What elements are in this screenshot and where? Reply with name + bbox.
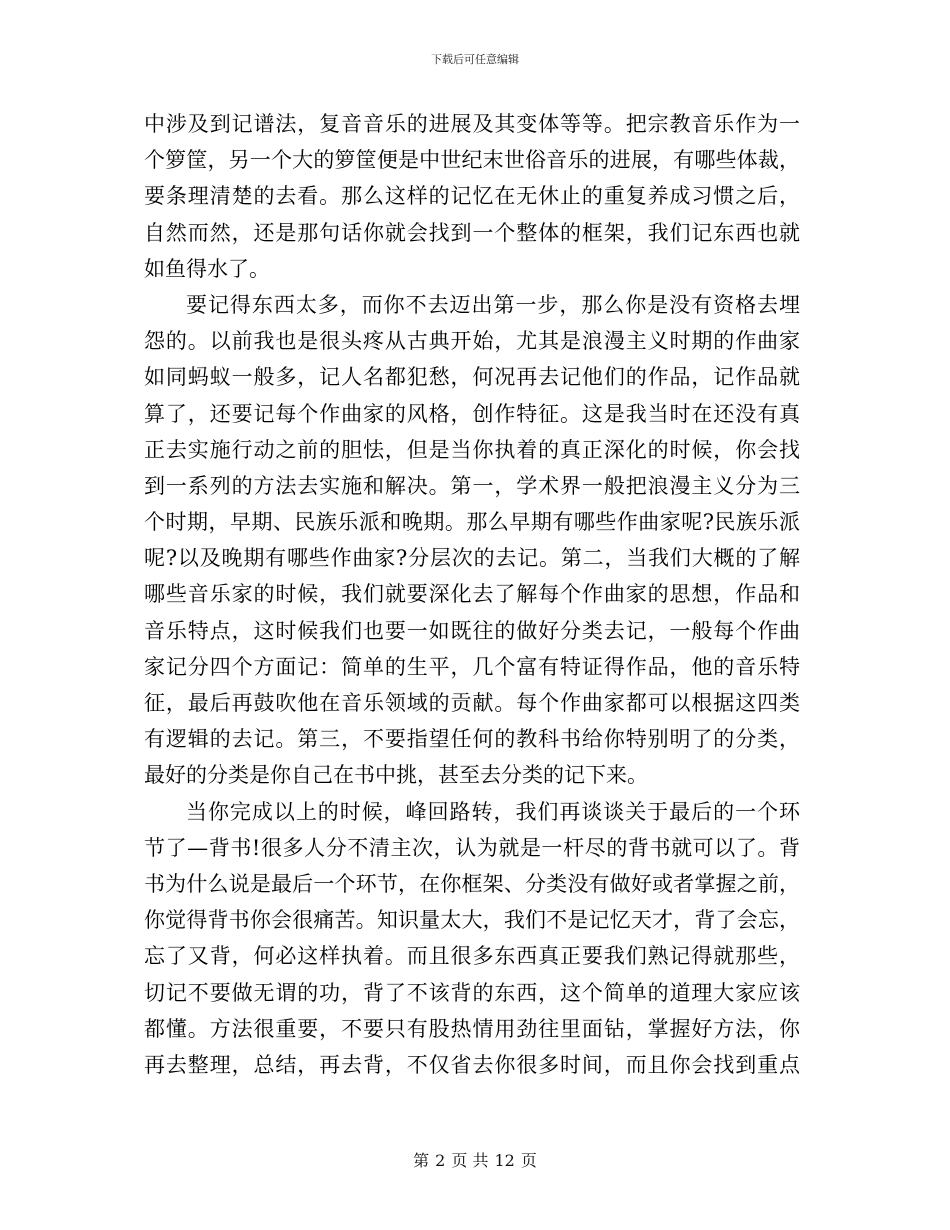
text-line: 如同蚂蚁一般多，记人名都犯愁，何况再去记他们的作品，记作品就 [144, 365, 800, 390]
text-line: 你觉得背书你会很痛苦。知识量太大，我们不是记忆天才，背了会忘， [144, 908, 800, 933]
text-line: 正去实施行动之前的胆怯，但是当你执着的真正深化的时候，你会找 [144, 437, 800, 462]
text-line: 音乐特点，这时候我们也要一如既往的做好分类去记，一般每个作曲 [144, 618, 800, 643]
text-line: 怨的。以前我也是很头疼从古典开始，尤其是浪漫主义时期的作曲家 [144, 329, 800, 354]
paragraph-1 [144, 106, 800, 287]
text-line: 自然而然，还是那句话你就会找到一个整体的框架，我们记东西也就 [144, 220, 800, 245]
text-line: 当你完成以上的时候，峰回路转，我们再谈谈关于最后的一个环 [186, 799, 800, 824]
paragraph-2 [144, 287, 800, 794]
text-line: 家记分四个方面记：简单的生平，几个富有特证得作品，他的音乐特 [144, 654, 800, 679]
text-line: 哪些音乐家的时候，我们就要深化去了解每个作曲家的思想，作品和 [144, 582, 800, 607]
footer-prefix: 第 [413, 1151, 430, 1170]
text-line: 有逻辑的去记。第三，不要指望任何的教科书给你特别明了的分类， [144, 727, 800, 752]
text-line: 切记不要做无谓的功，背了不该背的东西，这个简单的道理大家应该 [144, 980, 800, 1005]
text-line: 再去整理，总结，再去背，不仅省去你很多时间，而且你会找到重点 [144, 1052, 800, 1077]
page-number: 2 [435, 1151, 446, 1170]
paragraph-3 [144, 794, 800, 1084]
text-line: 最好的分类是你自己在书中挑，甚至去分类的记下来。 [144, 763, 648, 788]
text-line: 要记得东西太多，而你不去迈出第一步，那么你是没有资格去埋 [186, 292, 800, 317]
text-line: 要条理清楚的去看。那么这样的记忆在无休止的重复养成习惯之后， [144, 184, 800, 209]
document-body [144, 106, 800, 1083]
text-line: 如鱼得水了。 [144, 256, 270, 281]
text-line: 征，最后再鼓吹他在音乐领域的贡献。每个作曲家都可以根据这四类 [144, 691, 800, 715]
text-line: 到一系列的方法去实施和解决。第一，学术界一般把浪漫主义分为三 [144, 473, 800, 498]
text-line: 忘了又背，何必这样执着。而且很多东西真正要我们熟记得就那些， [144, 944, 800, 969]
text-line: 算了，还要记每个作曲家的风格，创作特征。这是我当时在还没有真 [144, 401, 800, 426]
footer-suffix: 页 [520, 1151, 537, 1170]
text-line: 书为什么说是最后一个环节，在你框架、分类没有做好或者掌握之前， [144, 871, 800, 896]
total-pages: 12 [494, 1151, 515, 1170]
text-line: 个箩筐，另一个大的箩筐便是中世纪末世俗音乐的进展，有哪些体裁， [144, 148, 800, 173]
text-line: 都懂。方法很重要，不要只有股热情用劲往里面钻，掌握好方法，你 [144, 1016, 800, 1041]
page-header: 下载后可任意编辑 [431, 53, 519, 66]
text-line: 节了—背书!很多人分不清主次，认为就是一杆尽的背书就可以了。背 [144, 835, 800, 860]
footer-middle: 页 共 [451, 1151, 489, 1170]
text-line: 个时期，早期、民族乐派和晚期。那么早期有哪些作曲家呢?民族乐派 [144, 510, 800, 535]
page-footer [0, 1150, 950, 1172]
text-line: 呢?以及晚期有哪些作曲家?分层次的去记。第二，当我们大概的了解 [144, 546, 800, 571]
text-line: 中涉及到记谱法，复音音乐的进展及其变体等等。把宗教音乐作为一 [144, 112, 800, 136]
